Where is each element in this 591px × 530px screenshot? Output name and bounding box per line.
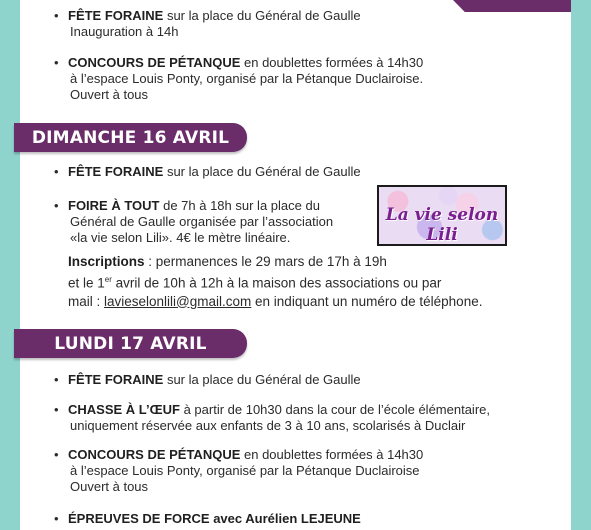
list-item-petanque-sat: [54, 55, 424, 103]
inscriptions-text: et le 1: [68, 275, 105, 291]
bullet: •: [54, 55, 59, 70]
item-detail: Ouvert à tous: [70, 87, 149, 102]
item-text: en doublettes formées à 14h30: [240, 55, 424, 70]
item-detail: à l’espace Louis Ponty, organisé par la Pétanque Duclairoise: [70, 463, 420, 478]
list-item-petanque-mon: [54, 447, 424, 495]
bullet: •: [54, 164, 59, 179]
bullet: •: [54, 8, 59, 23]
day-banner-monday: LUNDI 17 AVRIL: [14, 329, 247, 358]
inscriptions-title: Inscriptions: [68, 254, 145, 269]
item-title: CHASSE À L’ŒUF: [68, 402, 180, 417]
inscriptions-text: en indiquant un numéro de téléphone.: [251, 293, 483, 309]
item-title: FÊTE FORAINE: [68, 372, 164, 387]
item-detail: Général de Gaulle organisée par l’association: [70, 214, 334, 229]
inscriptions-block: [68, 253, 482, 311]
list-item-fete-foraine-sun: [54, 164, 361, 180]
item-title: CONCOURS DE PÉTANQUE: [68, 55, 241, 70]
item-text: avec Aurélien LEJEUNE: [209, 511, 361, 526]
inscriptions-text: mail :: [68, 293, 105, 309]
inscriptions-text: avril de 10h à 12h à la maison des associations ou par: [111, 275, 442, 291]
logo-text: La vie selon Lili: [385, 205, 499, 245]
email-link[interactable]: lavieselonlili@gmail.com: [104, 293, 252, 309]
item-text: sur la place du Général de Gaulle: [163, 8, 361, 23]
la-vie-selon-lili-logo: [377, 185, 507, 246]
item-text: en doublettes formées à 14h30: [240, 447, 424, 462]
item-detail: Ouvert à tous: [70, 479, 149, 494]
bullet: •: [54, 447, 59, 462]
inscriptions-text: : permanences le 29 mars de 17h à 19h: [144, 254, 387, 269]
list-item-foire-a-tout: [54, 198, 334, 246]
item-title: FÊTE FORAINE: [68, 8, 164, 23]
item-detail: «la vie selon Lili». 4€ le mètre linéaire.: [70, 230, 291, 245]
corner-decoration: [453, 0, 571, 12]
bullet: •: [54, 402, 59, 417]
item-title: CONCOURS DE PÉTANQUE: [68, 447, 241, 462]
list-item-fete-foraine-mon: [54, 372, 361, 388]
day-banner-sunday: DIMANCHE 16 AVRIL: [14, 123, 247, 152]
item-title: ÉPREUVES DE FORCE: [68, 511, 210, 526]
bullet: •: [54, 198, 59, 213]
list-item-fete-foraine-sat: [54, 8, 361, 40]
item-detail: Inauguration à 14h: [70, 24, 179, 39]
list-item-chasse-a-loeuf: [54, 402, 490, 434]
item-detail: à l’espace Louis Ponty, organisé par la Pétanque Duclairoise.: [70, 71, 424, 86]
item-text: sur la place du Général de Gaulle: [163, 164, 361, 179]
item-text: sur la place du Général de Gaulle: [163, 372, 361, 387]
program-card: [20, 0, 571, 530]
bullet: •: [54, 511, 59, 526]
item-title: FOIRE À TOUT: [68, 198, 160, 213]
item-title: FÊTE FORAINE: [68, 164, 164, 179]
superscript: er: [104, 275, 112, 284]
item-detail: uniquement réservée aux enfants de 3 à 10 ans, scolarisés à Duclair: [70, 418, 466, 433]
item-text: de 7h à 18h sur la place du: [159, 198, 320, 213]
list-item-epreuves-de-force: [54, 511, 361, 527]
item-text: à partir de 10h30 dans la cour de l’école élémentaire,: [179, 402, 490, 417]
bullet: •: [54, 372, 59, 387]
